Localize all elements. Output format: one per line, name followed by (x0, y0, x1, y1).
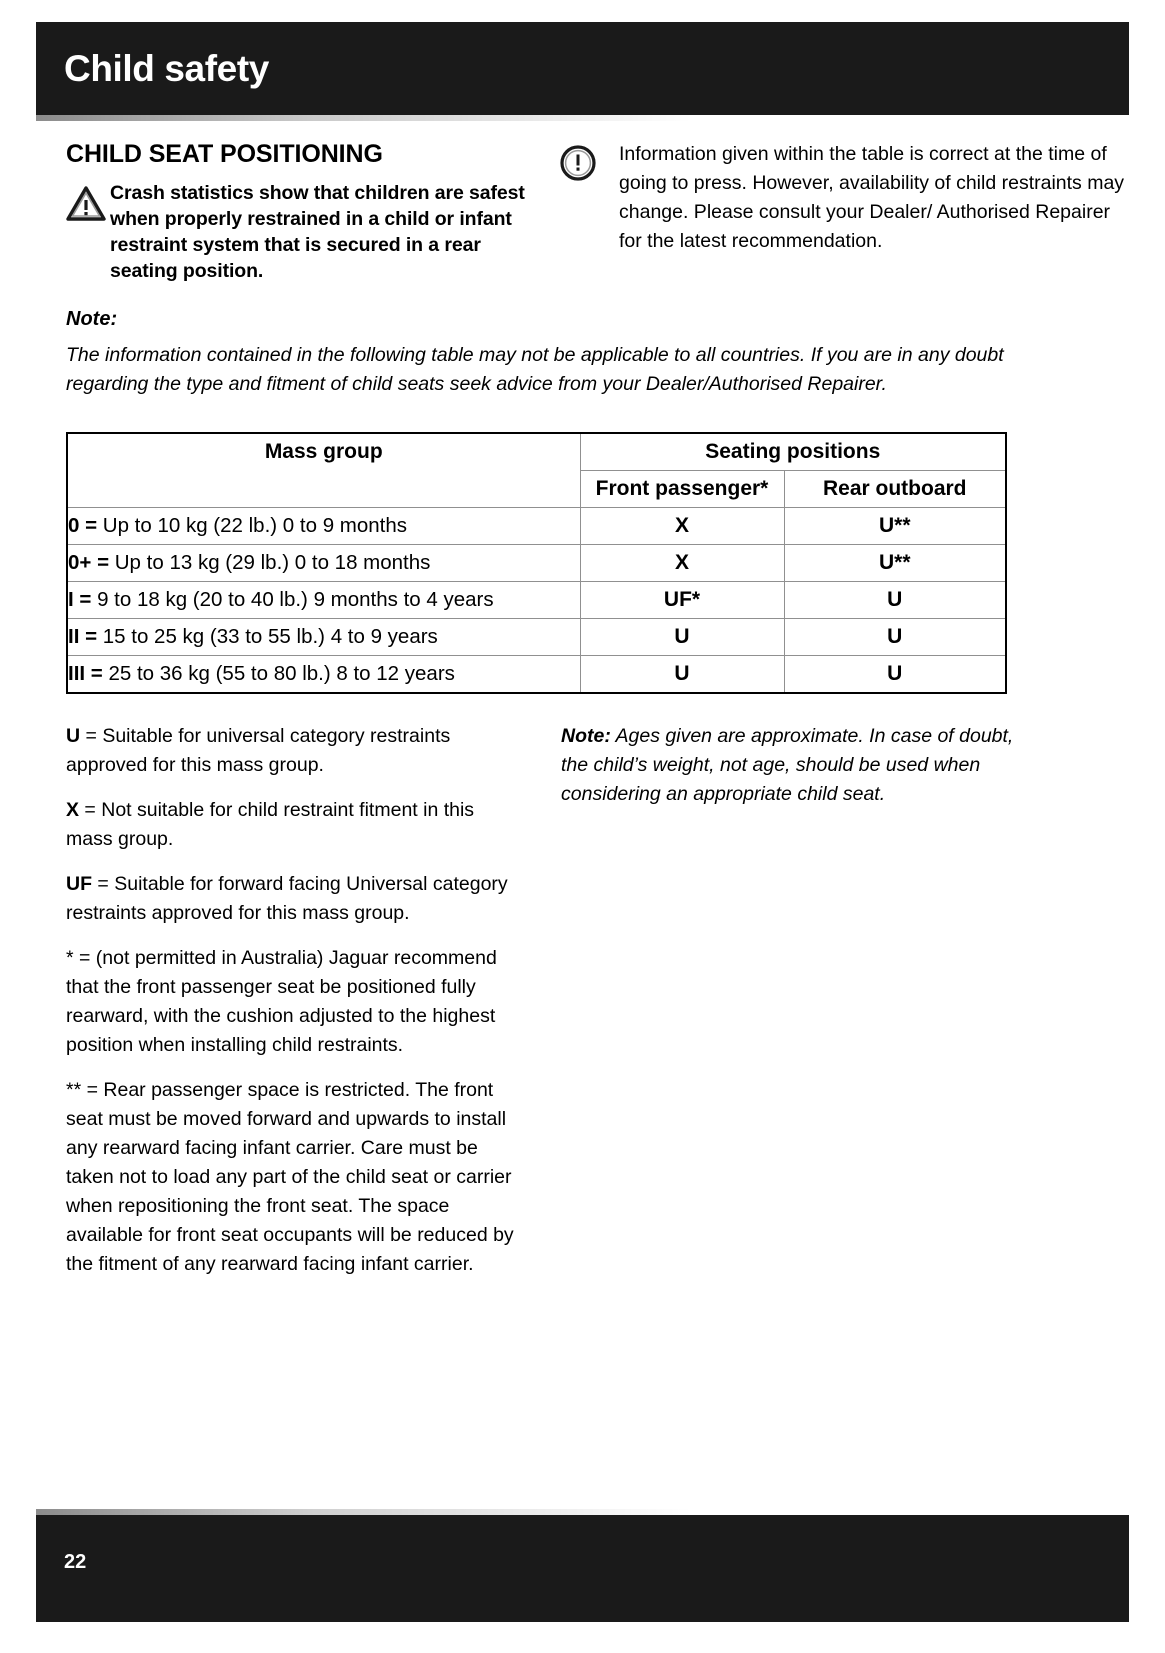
table-row (67, 582, 1006, 619)
table-row (67, 656, 1006, 694)
manual-page (36, 22, 1129, 1622)
header-front-passenger: Front passenger* (580, 471, 784, 508)
legend-entry (66, 1076, 514, 1279)
page-header-banner (36, 22, 1129, 115)
mass-group-cell (67, 619, 580, 656)
mass-group-cell (67, 582, 580, 619)
mass-group-cell (67, 508, 580, 545)
legend-entry-text: = Suitable for universal category restraints approved for this mass group. (66, 725, 451, 776)
page-footer-banner (36, 1515, 1129, 1622)
mass-group-key: I = (68, 588, 98, 611)
front-passenger-value: X (580, 508, 784, 545)
page-title: Child safety (64, 48, 269, 89)
mass-group-key: II = (68, 625, 103, 648)
ages-note (561, 722, 1024, 809)
table-row (67, 545, 1006, 582)
legend-entry-text: * = (not permitted in Australia) Jaguar recommend that the front passenger seat be positioned fully rearward, with the cushion adjusted to the highest position when installing child restraints. (66, 947, 497, 1056)
mass-group-key: III = (68, 662, 109, 685)
table-head (67, 433, 1006, 508)
legend-entry (66, 870, 514, 928)
mass-group-cell (67, 656, 580, 694)
front-passenger-value: X (580, 545, 784, 582)
header-mass-group: Mass group (67, 433, 580, 471)
mass-group-description: 15 to 25 kg (33 to 55 lb.) 4 to 9 years (102, 625, 438, 648)
rear-outboard-value: U (784, 656, 1006, 694)
legend-left-column (66, 722, 544, 1295)
note-body: The information contained in the following table may not be applicable to all countries. If you are in any doubt regarding the type and fitment of child seats seek advice from your Dealer/Authorised Repairer. (66, 344, 1004, 395)
legend-entry-key: UF (66, 873, 92, 895)
warning-callout (66, 180, 544, 284)
mass-group-description: 25 to 36 kg (55 to 80 lb.) 8 to 12 years (108, 662, 455, 685)
information-text: Information given within the table is correct at the time of going to press. However, availability of child restraints may change. Please consult your Dealer/ Authorised Repairer for the latest recommendation. (619, 143, 1125, 252)
rear-outboard-value: U** (784, 545, 1006, 582)
legend-entry-key: U (66, 725, 81, 747)
header-divider-rule (36, 115, 1129, 121)
section-heading: CHILD SEAT POSITIONING (66, 140, 383, 168)
mass-group-description: Up to 10 kg (22 lb.) 0 to 9 months (102, 514, 408, 537)
legend-entry (66, 796, 514, 854)
ages-note-label: Note: (561, 725, 611, 747)
legend-entry-text: = Suitable for forward facing Universal category restraints approved for this mass group. (66, 873, 508, 924)
mass-group-description: Up to 13 kg (29 lb.) 0 to 18 months (114, 551, 431, 574)
information-circle-icon (559, 140, 619, 187)
intro-right-column (544, 140, 1129, 284)
intro-columns (36, 140, 1129, 284)
warning-text: Crash statistics show that children are safest when properly restrained in a child or infant restraint system that is secured in a rear seating position. (110, 182, 525, 282)
child-seat-positioning-table (66, 432, 1007, 694)
front-passenger-value: U (580, 656, 784, 694)
intro-left-column (36, 140, 544, 284)
legend-entry-key: X (66, 799, 80, 821)
front-passenger-value: UF* (580, 582, 784, 619)
table-header-row-1 (67, 433, 1006, 471)
note-block (36, 308, 1129, 398)
table-body (67, 508, 1006, 694)
header-mass-group-spacer (67, 471, 580, 508)
header-seating-positions: Seating positions (580, 433, 1006, 471)
legend-entry-text: ** = Rear passenger space is restricted. The front seat must be moved forward and upwards to install any rearward facing infant carrier. Care must be taken not to load any part of the child seat or carrier when repositioning the front seat. The space available for front seat occupants will be reduced by the fitment of any rearward facing infant carrier. (66, 1079, 514, 1275)
page-content (36, 140, 1129, 1295)
rear-outboard-value: U (784, 619, 1006, 656)
warning-triangle-icon (66, 180, 110, 227)
mass-group-key: 0 = (68, 514, 103, 537)
mass-group-key: 0+ = (68, 551, 115, 574)
mass-group-description: 9 to 18 kg (20 to 40 lb.) 9 months to 4 years (97, 588, 494, 611)
rear-outboard-value: U (784, 582, 1006, 619)
legend-entry-text: = Not suitable for child restraint fitment in this mass group. (66, 799, 475, 850)
table-row (67, 508, 1006, 545)
child-seat-table-wrapper (36, 432, 1129, 694)
note-label: Note: (66, 308, 118, 330)
mass-group-cell (67, 545, 580, 582)
ages-note-body: Ages given are approximate. In case of doubt, the child’s weight, not age, should be used when considering an appropriate child seat. (561, 725, 1014, 805)
legend-entry (66, 944, 514, 1060)
legend-area (36, 722, 1129, 1295)
information-callout (559, 140, 1129, 256)
table-row (67, 619, 1006, 656)
page-number: 22 (64, 1551, 87, 1573)
rear-outboard-value: U** (784, 508, 1006, 545)
legend-entry (66, 722, 514, 780)
legend-right-column (544, 722, 1024, 1295)
table-header-row-2 (67, 471, 1006, 508)
header-rear-outboard: Rear outboard (784, 471, 1006, 508)
front-passenger-value: U (580, 619, 784, 656)
